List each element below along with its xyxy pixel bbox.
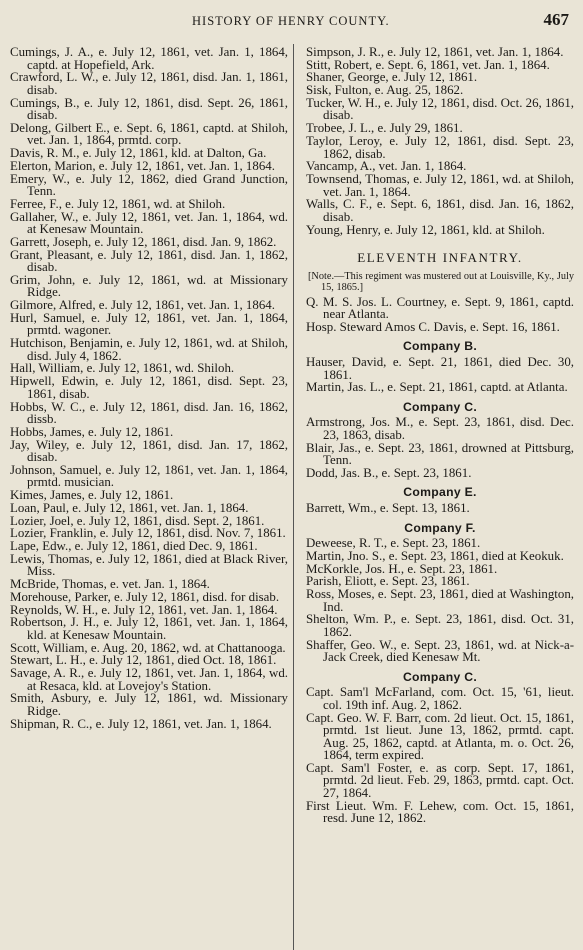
roster-entry: Smith, Asbury, e. July 12, 1861, wd. Missionary Ridge. <box>10 691 288 718</box>
roster-entry: Shaffer, Geo. W., e. Sept. 23, 1861, wd. at Nick-a-Jack Creek, died Kenesaw Mt. <box>306 637 574 665</box>
roster-entry: Simpson, J. R., e. July 12, 1861, vet. Jan. 1, 1864. <box>306 45 564 59</box>
roster-entry: Gilmore, Alfred, e. July 12, 1861, vet. Jan. 1, 1864. <box>10 298 275 313</box>
left-column <box>10 46 288 730</box>
right-column <box>306 46 574 825</box>
roster-entry: Crawford, L. W., e. July 12, 1861, disd. Jan. 1, 1861, disab. <box>10 70 288 97</box>
column-divider <box>293 44 294 950</box>
roster-entry: Loan, Paul, e. July 12, 1861, vet. Jan. 1, 1864. <box>10 500 249 515</box>
roster-entry: Robertson, J. H., e. July 12, 1861, vet. Jan. 1, 1864, kld. at Kenesaw Mountain. <box>10 615 288 642</box>
company-heading: Company C. <box>402 399 478 414</box>
roster-entry: Armstrong, Jos. M., e. Sept. 23, 1861, disd. Dec. 23, 1863, disab. <box>306 415 574 442</box>
roster-entry: Morehouse, Parker, e. July 12, 1861, disd. for disab. <box>10 589 280 604</box>
roster-entry: Sisk, Fulton, e. Aug. 25, 1862. <box>306 83 464 98</box>
roster-entry: Hobbs, James, e. July 12, 1861. <box>10 424 174 439</box>
roster-entry: McBride, Thomas, e. vet. Jan. 1, 1864. <box>10 577 210 592</box>
running-title: HISTORY OF HENRY COUNTY. <box>192 14 390 28</box>
roster-entry: Shaner, George, e. July 12, 1861. <box>306 70 478 85</box>
roster-entry: Lape, Edw., e. July 12, 1861, died Dec. 9, 1861. <box>10 539 258 554</box>
roster-entry: Deweese, R. T., e. Sept. 23, 1861. <box>306 536 481 551</box>
roster-entry: Hutchison, Benjamin, e. July 12, 1861, wd. at Shiloh, disd. July 4, 1862. <box>10 336 288 363</box>
company-heading: Company B. <box>402 339 478 354</box>
roster-entry: Shelton, Wm. P., e. Sept. 23, 1861, disd. Oct. 31, 1862. <box>306 612 574 639</box>
roster-entry: Grim, John, e. July 12, 1861, wd. at Missionary Ridge. <box>10 272 288 300</box>
company-heading: Company C. <box>402 669 478 684</box>
roster-entry: Delong, Gilbert E., e. Sept. 6, 1861, captd. at Shiloh, vet. Jan. 1, 1864, prmtd. corp. <box>10 120 288 148</box>
page-number: 467 <box>543 10 569 29</box>
roster-entry: Martin, Jas. L., e. Sept. 21, 1861, captd. at Atlanta. <box>306 380 568 395</box>
roster-entry: Grant, Pleasant, e. July 12, 1861, disd. Jan. 1, 1862, disab. <box>10 247 288 275</box>
roster-entry: Vancamp, A., vet. Jan. 1, 1864. <box>306 159 467 174</box>
roster-entry: Jay, Wiley, e. July 12, 1861, disd. Jan. 17, 1862, disab. <box>10 437 288 465</box>
roster-entry: Trobee, J. L., e. July 29, 1861. <box>306 121 463 136</box>
roster-entry: Davis, R. M., e. July 12, 1861, kld. at Dalton, Ga. <box>10 146 267 161</box>
roster-entry: Hauser, David, e. Sept. 21, 1861, died Dec. 30, 1861. <box>306 355 574 382</box>
roster-entry: Garrett, Joseph, e. July 12, 1861, disd. Jan. 9, 1862. <box>10 234 277 249</box>
roster-entry: Hosp. Steward Amos C. Davis, e. Sept. 16, 1861. <box>306 319 560 334</box>
roster-entry: Ross, Moses, e. Sept. 23, 1861, died at Washington, Ind. <box>306 587 574 614</box>
roster-entry: Capt. Sam'l Foster, e. as corp. Sept. 17, 1861, prmtd. 2d lieut. Feb. 29, 1863, prmtd. capt. Oct. 27, 1864. <box>306 760 574 801</box>
roster-entry: Parish, Eliott, e. Sept. 23, 1861. <box>306 574 470 589</box>
roster-entry: Lewis, Thomas, e. July 12, 1861, died at Black River, Miss. <box>10 551 288 579</box>
regiment-note: [Note.—This regiment was mustered out at Louisville, Ky., July 15, 1865.] <box>308 270 574 293</box>
roster-entry: First Lieut. Wm. F. Lehew, com. Oct. 15, 1861, resd. June 12, 1862. <box>306 798 574 826</box>
roster-entry: Stitt, Robert, e. Sept. 6, 1861, vet. Jan. 1, 1864. <box>306 57 550 72</box>
roster-entry: Stewart, L. H., e. July 12, 1861, died Oct. 18, 1861. <box>10 653 277 668</box>
section-heading: ELEVENTH INFANTRY. <box>357 250 523 266</box>
roster-entry: Young, Henry, e. July 12, 1861, kld. at Shiloh. <box>306 222 545 237</box>
roster-entry: Johnson, Samuel, e. July 12, 1861, vet. Jan. 1, 1864, prmtd. musician. <box>10 462 288 490</box>
roster-entry: Taylor, Leroy, e. July 12, 1861, disd. Sept. 23, 1862, disab. <box>306 133 574 161</box>
roster-entry: Savage, A. R., e. July 12, 1861, vet. Jan. 1, 1864, wd. at Resaca, kld. at Lovejoy's Station. <box>10 665 288 693</box>
roster-entry: Capt. Sam'l McFarland, com. Oct. 15, '61, lieut. col. 19th inf. Aug. 2, 1862. <box>306 685 574 712</box>
roster-entry: Ferree, F., e. July 12, 1861, wd. at Shiloh. <box>10 196 226 211</box>
roster-entry: Cumings, J. A., e. July 12, 1861, vet. Jan. 1, 1864, captd. at Hopefield, Ark. <box>10 45 288 72</box>
roster-entry: Lozier, Joel, e. July 12, 1861, disd. Sept. 2, 1861. <box>10 513 265 528</box>
roster-entry: Martin, Jno. S., e. Sept. 23, 1861, died at Keokuk. <box>306 548 564 563</box>
roster-entry: Blair, Jas., e. Sept. 23, 1861, drowned at Pittsburg, Tenn. <box>306 440 574 468</box>
roster-entry: Kimes, James, e. July 12, 1861. <box>10 488 174 503</box>
roster-entry: Hurl, Samuel, e. July 12, 1861, vet. Jan. 1, 1864, prmtd. wagoner. <box>10 310 288 338</box>
roster-entry: Emery, W., e. July 12, 1862, died Grand Junction, Tenn. <box>10 171 288 199</box>
roster-entry: Cumings, B., e. July 12, 1861, disd. Sept. 26, 1861, disab. <box>10 95 288 123</box>
roster-entry: Shipman, R. C., e. July 12, 1861, vet. Jan. 1, 1864. <box>10 716 272 731</box>
roster-entry: Scott, William, e. Aug. 20, 1862, wd. at Chattanooga. <box>10 640 286 655</box>
roster-entry: Elerton, Marion, e. July 12, 1861, vet. Jan. 1, 1864. <box>10 158 275 173</box>
roster-entry: Tucker, W. H., e. July 12, 1861, disd. Oct. 26, 1861, disab. <box>306 95 574 123</box>
company-heading: Company F. <box>404 520 476 535</box>
roster-entry: Gallaher, W., e. July 12, 1861, vet. Jan. 1, 1864, wd. at Kenesaw Mountain. <box>10 209 288 237</box>
roster-entry: Hall, William, e. July 12, 1861, wd. Shiloh. <box>10 361 235 376</box>
roster-entry: McKorkle, Jos. H., e. Sept. 23, 1861. <box>306 561 498 576</box>
roster-entry: Hipwell, Edwin, e. July 12, 1861, disd. Sept. 23, 1861, disab. <box>10 374 288 401</box>
roster-entry: Q. M. S. Jos. L. Courtney, e. Sept. 9, 1861, captd. near Atlanta. <box>306 294 574 322</box>
roster-entry: Townsend, Thomas, e. July 12, 1861, wd. at Shiloh, vet. Jan. 1, 1864. <box>306 171 574 199</box>
roster-entry: Capt. Geo. W. F. Barr, com. 2d lieut. Oct. 15, 1861, prmtd. 1st lieut. June 13, 1862, prmtd. capt. Aug. 25, 1862, captd. at Atlanta, m. o. Oct. 26, 1864, term expired. <box>306 710 574 763</box>
company-heading: Company E. <box>403 485 477 500</box>
roster-entry: Hobbs, W. C., e. July 12, 1861, disd. Jan. 16, 1862, dissb. <box>10 399 288 427</box>
roster-entry: Dodd, Jas. B., e. Sept. 23, 1861. <box>306 465 472 480</box>
roster-entry: Walls, C. F., e. Sept. 6, 1861, disd. Jan. 16, 1862, disab. <box>306 197 574 224</box>
roster-entry: Barrett, Wm., e. Sept. 13, 1861. <box>306 501 470 516</box>
roster-entry: Reynolds, W. H., e. July 12, 1861, vet. Jan. 1, 1864. <box>10 602 278 617</box>
roster-entry: Lozier, Franklin, e. July 12, 1861, disd. Nov. 7, 1861. <box>10 526 286 541</box>
